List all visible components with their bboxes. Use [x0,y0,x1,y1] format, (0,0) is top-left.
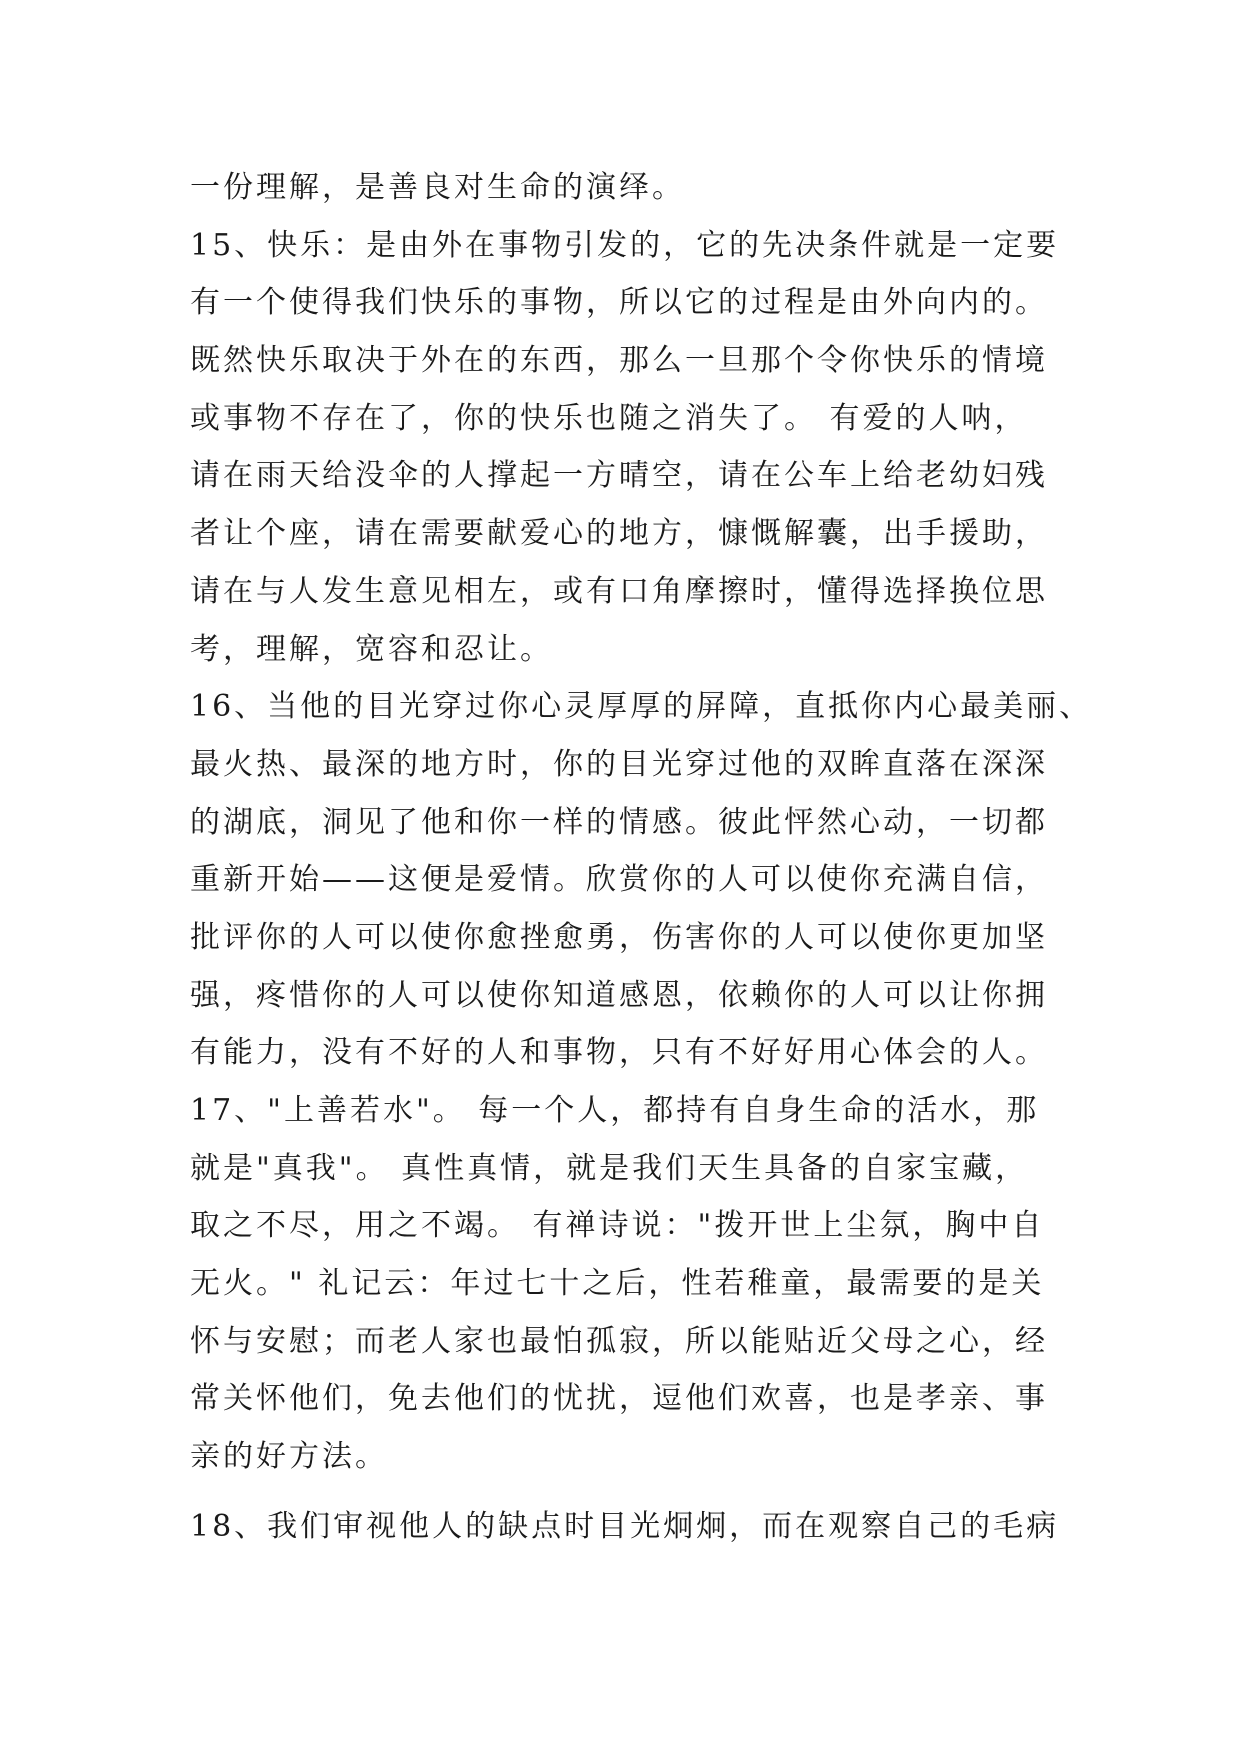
text-line: 亲的好方法。 [190,1439,388,1475]
text-line: 无火。" 礼记云：年过七十之后，性若稚童，最需要的是关 [190,1266,1045,1302]
text-line: 者让个座，请在需要献爱心的地方，慷慨解囊，出手援助， [190,516,1048,552]
text-line: 强，疼惜你的人可以使你知道感恩，依赖你的人可以让你拥 [190,977,1048,1013]
text-line: 17、"上善若水"。 每一个人，都持有自身生命的活水，那 [190,1093,1040,1128]
text-line: 18、我们审视他人的缺点时目光炯炯，而在观察自己的毛病 [190,1508,1060,1544]
text-line: 或事物不存在了，你的快乐也随之消失了。 有爱的人呐， [190,400,1028,436]
body-text [190,159,1093,1556]
text-line: 重新开始——这便是爱情。欣赏你的人可以使你充满自信， [190,862,1048,898]
text-line: 怀与安慰；而老人家也最怕孤寂，所以能贴近父母之心，经 [190,1323,1048,1359]
text-line: 常关怀他们，免去他们的忧扰，逗他们欢喜，也是孝亲、事 [190,1381,1048,1417]
text-line: 16、当他的目光穿过你心灵厚厚的屏障，直抵你内心最美丽、 [190,689,1093,725]
text-line: 一份理解，是善良对生命的演绎。 [190,170,685,205]
text-line: 15、快乐：是由外在事物引发的，它的先决条件就是一定要 [190,227,1060,263]
text-line: 就是"真我"。 真性真情，就是我们天生具备的自家宝藏， [190,1150,1029,1186]
text-line: 最火热、最深的地方时，你的目光穿过他的双眸直落在深深 [190,746,1048,782]
text-line: 请在与人发生意见相左，或有口角摩擦时，懂得选择换位思 [190,573,1048,609]
text-line: 考，理解，宽容和忍让。 [190,631,553,667]
text-line: 请在雨天给没伞的人撑起一方晴空，请在公车上给老幼妇残 [190,458,1048,494]
text-line: 有一个使得我们快乐的事物，所以它的过程是由外向内的。 [190,285,1048,321]
text-line: 有能力，没有不好的人和事物，只有不好好用心体会的人。 [190,1035,1048,1071]
text-line: 的湖底，洞见了他和你一样的情感。彼此怦然心动，一切都 [190,804,1048,840]
text-line: 批评你的人可以使你愈挫愈勇，伤害你的人可以使你更加坚 [190,919,1048,955]
text-line: 既然快乐取决于外在的东西，那么一旦那个令你快乐的情境 [190,343,1048,379]
text-line: 取之不尽，用之不竭。 有禅诗说："拨开世上尘氛，胸中自 [190,1208,1045,1244]
